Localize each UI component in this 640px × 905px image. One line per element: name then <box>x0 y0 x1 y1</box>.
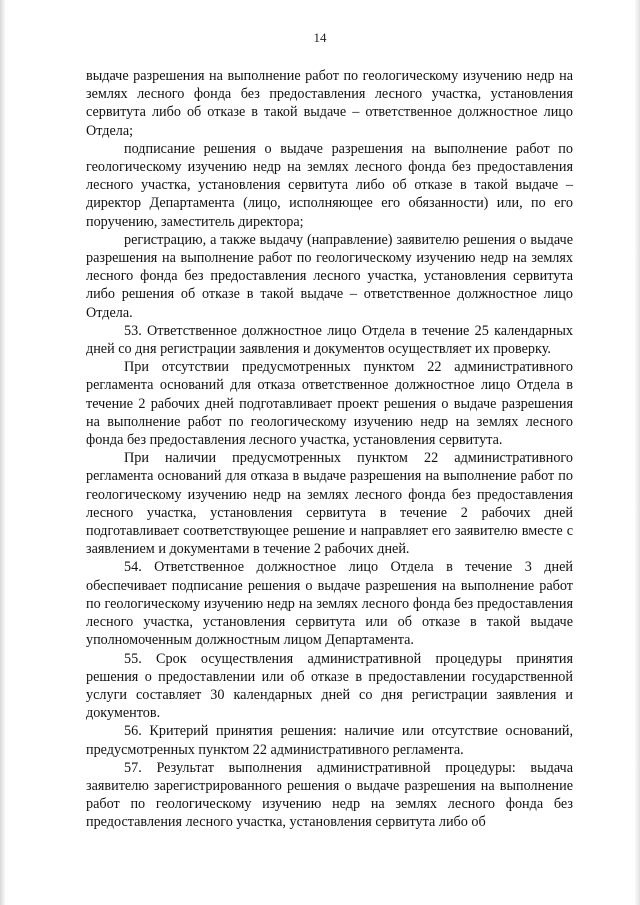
paragraph-clause-55: 55. Срок осуществления административной процедуры принятия решения о предоставлении или об отказе в предоставлении государственной услуги составляет 30 календарных дней со дня регистрации заявления и документов. <box>86 650 573 722</box>
paragraph-no-grounds: При отсутствии предусмотренных пунктом 22 административного регламента оснований для отказа ответственное должностное лицо Отдела в течение 2 рабочих дней подготавливает проект решения о выдаче разрешения на выполнение работ по геологическому изучению недр на землях лесного фонда без предоставления лесного участка, установления сервитута. <box>86 359 573 449</box>
paragraph-clause-57: 57. Результат выполнения административной процедуры: выдача заявителю зарегистрированного решения о выдаче разрешения на выполнение работ по геологическому изучению недр на землях лесного фонда без предоставления лесного участка, установления сервитута либо об <box>86 759 573 831</box>
page-number: 14 <box>313 30 327 45</box>
document-body <box>86 67 573 832</box>
paragraph-clause-56: 56. Критерий принятия решения: наличие или отсутствие оснований, предусмотренных пунктом 22 административного регламента. <box>86 723 573 758</box>
paragraph-continuation: выдаче разрешения на выполнение работ по геологическому изучению недр на землях лесного фонда без предоставления лесного участка, установления сервитута либо об отказе в такой выдаче – ответственное должностное лицо Отдела; <box>86 68 573 139</box>
scan-edge-right <box>634 0 640 905</box>
paragraph-signing: подписание решения о выдаче разрешения на выполнение работ по геологическому изучению недр на землях лесного фонда без предоставления лесного участка, установления сервитута либо об отказе в такой выдаче – директор Департамента (лицо, исполняющее его обязанности) или, по его поручению, заместитель директора; <box>86 140 573 230</box>
paragraph-clause-54: 54. Ответственное должностное лицо Отдела в течение 3 дней обеспечивает подписание решения о выдаче разрешения на выполнение работ по геологическому изучению недр на землях лесного фонда без предоставления лесного участка, установления сервитута или об отказе в такой выдаче уполномоченным должностным лицом Департамента. <box>86 559 573 649</box>
paragraph-registration: регистрацию, а также выдачу (направление) заявителю решения о выдаче разрешения на выполнение работ по геологическому изучению недр на землях лесного фонда без предоставления лесного участка, установления сервитута либо решения об отказе в такой выдаче – ответственное должностное лицо Отдела. <box>86 231 573 321</box>
scan-edge-left <box>0 0 6 905</box>
paragraph-clause-53: 53. Ответственное должностное лицо Отдела в течение 25 календарных дней со дня регистрации заявления и документов осуществляет их проверку. <box>86 322 573 358</box>
paragraph-grounds-present: При наличии предусмотренных пунктом 22 административного регламента оснований для отказа в выдаче разрешения на выполнение работ по геологическому изучению недр на землях лесного фонда без предоставления лесного участка, установления сервитута в течение 2 рабочих дней подготавливает соответствующее решение и направляет его заявителю вместе с заявлением и документами в течение 2 рабочих дней. <box>86 450 573 558</box>
